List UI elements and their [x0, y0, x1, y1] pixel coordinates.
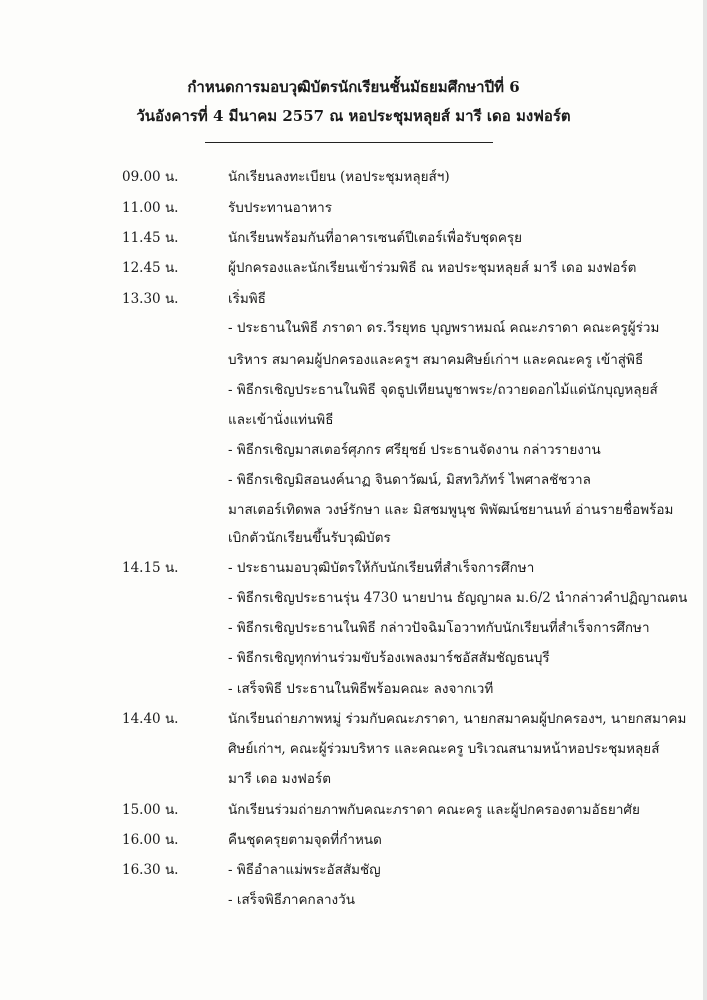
- scan-edge: [703, 0, 707, 1000]
- schedule-row: [0, 888, 707, 912]
- schedule-row: [0, 468, 707, 492]
- schedule-text: - พิธีกรเชิญมาสเตอร์ศุภกร ศรียุชย์ ประธานจัดงาน กล่าวรายงาน: [228, 442, 601, 458]
- schedule-row: [0, 256, 707, 280]
- schedule-row: [0, 498, 707, 522]
- schedule-time: 16.30 น.: [122, 862, 179, 878]
- schedule-text: - เสร็จพิธี ประธานในพิธีพร้อมคณะ ลงจากเวที: [228, 681, 494, 697]
- document-title: กำหนดการมอบวุฒิบัตรนักเรียนชั้นมัธยมศึกษาปีที่ 6: [187, 78, 520, 96]
- schedule-row: [0, 556, 707, 580]
- schedule-time: 14.15 น.: [122, 560, 179, 576]
- schedule-text: - พิธีกรเชิญประธานในพิธี กล่าวปัจฉิมโอวาทกับนักเรียนที่สำเร็จการศึกษา: [228, 620, 650, 636]
- schedule-text: นักเรียนถ่ายภาพหมู่ ร่วมกับคณะภราดา, นายกสมาคมผู้ปกครองฯ, นายกสมาคม: [228, 711, 687, 727]
- title-underline: [205, 142, 493, 143]
- schedule-row: [0, 737, 707, 761]
- schedule-text: - ประธานในพิธี ภราดา ดร.วีรยุทธ บุญพราหมณ์ คณะภราดา คณะครูผู้ร่วม: [228, 320, 660, 336]
- schedule-row: [0, 646, 707, 670]
- schedule-text: คืนชุดครุยตามจุดที่กำหนด: [228, 832, 382, 848]
- schedule-text: นักเรียนลงทะเบียน (หอประชุมหลุยส์ฯ): [228, 169, 450, 185]
- schedule-text: เบิกตัวนักเรียนขึ้นรับวุฒิบัตร: [228, 530, 391, 546]
- schedule-row: [0, 828, 707, 852]
- schedule-text: เริ่มพิธี: [228, 291, 266, 307]
- schedule-row: [0, 196, 707, 220]
- schedule-row: [0, 767, 707, 791]
- schedule-row: [0, 586, 707, 610]
- schedule-text: - พิธีกรเชิญประธานในพิธี จุดธูปเทียนบูชาพระ/ถวายดอกไม้แด่นักบุญหลุยส์: [228, 382, 658, 398]
- document-subtitle: วันอังคารที่ 4 มีนาคม 2557 ณ หอประชุมหลุยส์ มารี เดอ มงฟอร์ต: [136, 107, 571, 125]
- schedule-time: 11.45 น.: [122, 230, 179, 246]
- schedule-text: ผู้ปกครองและนักเรียนเข้าร่วมพิธี ณ หอประชุมหลุยส์ มารี เดอ มงฟอร์ต: [228, 260, 637, 276]
- schedule-time: 16.00 น.: [122, 832, 179, 848]
- schedule-time: 09.00 น.: [122, 169, 179, 185]
- schedule-time: 14.40 น.: [122, 711, 179, 727]
- schedule-row: [0, 226, 707, 250]
- schedule-time: 12.45 น.: [122, 260, 179, 276]
- schedule-time: 15.00 น.: [122, 802, 179, 818]
- schedule-row: [0, 616, 707, 640]
- schedule-row: [0, 316, 707, 340]
- schedule-text: นักเรียนร่วมถ่ายภาพกับคณะภราดา คณะครู และผู้ปกครองตามอัธยาศัย: [228, 802, 640, 818]
- schedule-row: [0, 526, 707, 550]
- schedule-text: และเข้านั่งแท่นพิธี: [228, 412, 334, 428]
- schedule-text: มารี เดอ มงฟอร์ต: [228, 771, 331, 787]
- schedule-text: - พิธีกรเชิญประธานรุ่น 4730 นายปาน ธัญญาผล ม.6/2 นำกล่าวคำปฏิญาณตน: [228, 590, 688, 606]
- schedule-row: [0, 408, 707, 432]
- schedule-row: [0, 858, 707, 882]
- schedule-time: 11.00 น.: [122, 200, 179, 216]
- schedule-text: นักเรียนพร้อมกันที่อาคารเซนต์ปีเตอร์เพื่อรับชุดครุย: [228, 230, 523, 246]
- schedule-row: [0, 287, 707, 311]
- schedule-row: [0, 677, 707, 701]
- schedule-text: - ประธานมอบวุฒิบัตรให้กับนักเรียนที่สำเร็จการศึกษา: [228, 560, 535, 576]
- schedule-text: มาสเตอร์เทิดพล วงษ์รักษา และ มิสชมพูนุช พิพัฒน์ชยานนท์ อ่านรายชื่อพร้อม: [228, 502, 674, 518]
- schedule-text: รับประทานอาหาร: [228, 200, 333, 216]
- schedule-text: - เสร็จพิธีภาคกลางวัน: [228, 892, 355, 908]
- schedule-row: [0, 707, 707, 731]
- schedule-row: [0, 378, 707, 402]
- schedule-row: [0, 798, 707, 822]
- schedule-text: บริหาร สมาคมผู้ปกครองและครูฯ สมาคมศิษย์เก่าฯ และคณะครู เข้าสู่พิธี: [228, 352, 644, 368]
- schedule-text: - พิธีกรเชิญมิสอนงค์นาฏ จินดาวัฒน์, มิสทวิภัทร์ ไพศาลชัชวาล: [228, 472, 591, 488]
- schedule-text: ศิษย์เก่าฯ, คณะผู้ร่วมบริหาร และคณะครู บริเวณสนามหน้าหอประชุมหลุยส์: [228, 741, 660, 757]
- schedule-time: 13.30 น.: [122, 291, 179, 307]
- schedule-text: - พิธีกรเชิญทุกท่านร่วมขับร้องเพลงมาร์ชอัสสัมชัญธนบุรี: [228, 650, 550, 666]
- schedule-row: [0, 438, 707, 462]
- schedule-text: - พิธีอำลาแม่พระอัสสัมชัญ: [228, 862, 381, 878]
- schedule-row: [0, 348, 707, 372]
- schedule-row: [0, 165, 707, 189]
